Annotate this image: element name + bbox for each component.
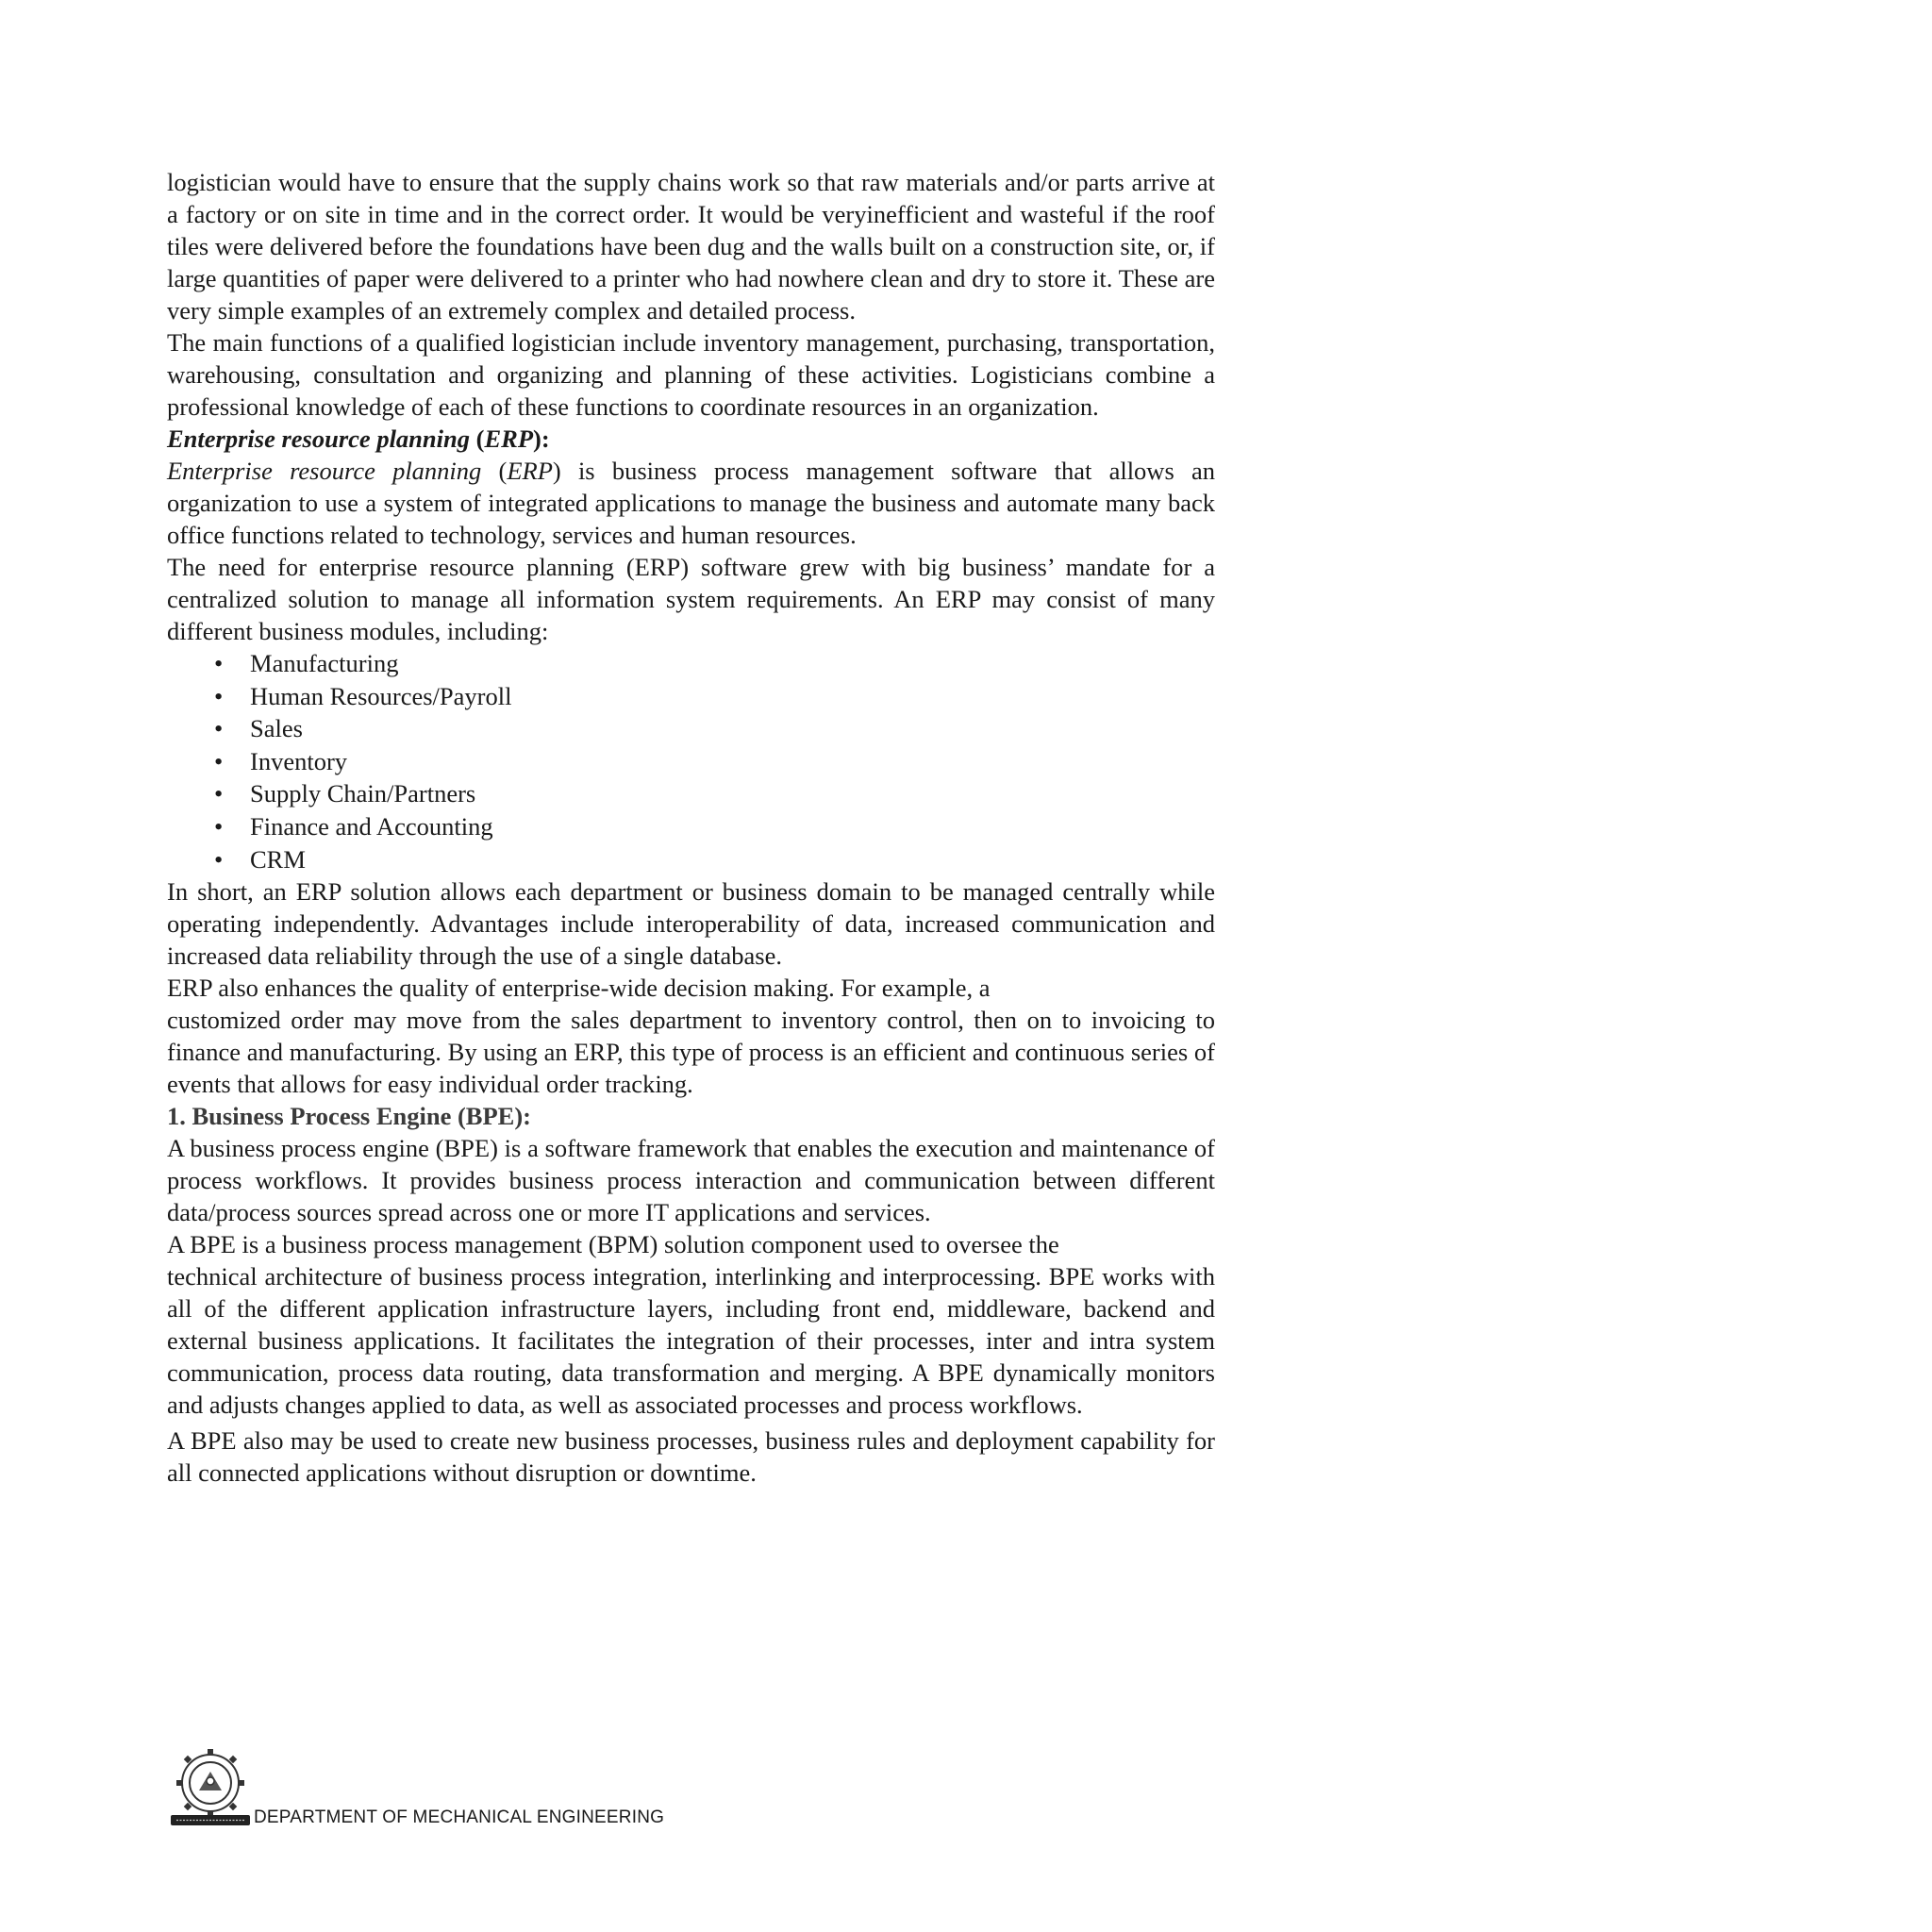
paragraph-erp-definition: [167, 455, 1215, 551]
list-item: [214, 843, 1215, 876]
erp-definition-text: ) is business process management software that allows an organization to use a system of integrated applications to manage the business and automate many back office functions related to technology, services and human resources.: [167, 457, 1215, 549]
paragraph-logistician-supply-chain: logistician would have to ensure that the supply chains work so that raw materials and/or parts arrive at a factory or on site in time and in the correct order. It would be veryinefficient and wasteful if the roof tiles were delivered before the foundations have been dug and the walls built on a construction site, or, if large quantities of paper were delivered to a printer who had nowhere clean and dry to store it. These are very simple examples of an extremely complex and detailed process.: [167, 168, 1215, 325]
bullet-icon: •: [214, 746, 224, 775]
erp-definition-term: Enterprise resource planning: [167, 457, 482, 485]
document-body: [167, 166, 1215, 1489]
list-item: [214, 680, 1215, 713]
paragraph-bpe-create: A BPE also may be used to create new business processes, business rules and deployment capability for all connected applications without disruption or downtime.: [167, 1426, 1215, 1488]
bullet-icon: •: [214, 649, 224, 677]
paragraph-bpe-definition: A business process engine (BPE) is a software framework that enables the execution and maintenance of process workflows. It provides business process interaction and communication between different data/process sources spread across one or more IT applications and services.: [167, 1134, 1215, 1227]
bullet-icon: •: [214, 714, 224, 743]
college-emblem-icon: [167, 1745, 254, 1832]
paragraph-erp-need: The need for enterprise resource planning (ERP) software grew with big business’ mandate for a centralized solution to manage all information system requirements. An ERP may consist of many different business modules, including:: [167, 553, 1215, 645]
list-item-label: Inventory: [250, 746, 348, 775]
paragraph-bpe-component-line1: A BPE is a business process management (BPM) solution component used to oversee the: [167, 1230, 1059, 1259]
erp-modules-list: [167, 647, 1215, 875]
bullet-icon: •: [214, 681, 224, 710]
list-item: [214, 712, 1215, 745]
list-item-label: CRM: [250, 844, 306, 874]
bpe-heading: 1. Business Process Engine (BPE):: [167, 1102, 531, 1131]
erp-heading-open: (: [470, 425, 485, 453]
paragraph-erp-decision-line1: ERP also enhances the quality of enterprise-wide decision making. For example, a: [167, 974, 991, 1003]
paragraph-logistician-functions: The main functions of a qualified logistician include inventory management, purchasing, transportation, warehousing, consultation and organizing and planning of these activities. Logisticians combine a professional knowledge of each of these functions to coordinate resources in an organization.: [167, 328, 1215, 421]
list-item: [214, 647, 1215, 680]
paragraph-erp-decision: customized order may move from the sales department to inventory control, then on to invoicing to finance and manufacturing. By using an ERP, this type of process is an efficient and continuous series of events that allows for easy individual order tracking.: [167, 1006, 1215, 1099]
erp-definition-open: (: [481, 457, 508, 485]
list-item-label: Supply Chain/Partners: [250, 779, 476, 808]
list-item-label: Sales: [250, 714, 303, 743]
paragraph-erp-summary: In short, an ERP solution allows each department or business domain to be managed centrally while operating independently. Advantages include interoperability of data, increased communication and increased data reliability through the use of a single database.: [167, 877, 1215, 971]
list-item: [214, 777, 1215, 810]
list-item-label: Human Resources/Payroll: [250, 681, 512, 710]
bullet-icon: •: [214, 779, 224, 808]
erp-definition-abbr: ERP: [507, 457, 553, 485]
list-item: [214, 745, 1215, 778]
paragraph-bpe-component: technical architecture of business process integration, interlinking and interprocessing. BPE works with all of the different application infrastructure layers, including front end, middleware, backend and external business applications. It facilitates the integration of their processes, inter and intra system communication, process data routing, data transformation and merging. A BPE dynamically monitors and adjusts changes applied to data, as well as associated processes and process workflows.: [167, 1262, 1215, 1420]
page-footer: [167, 1745, 827, 1832]
bullet-icon: •: [214, 844, 224, 874]
list-item-label: Manufacturing: [250, 649, 399, 677]
erp-heading-term: Enterprise resource planning: [167, 425, 471, 453]
department-name: DEPARTMENT OF MECHANICAL ENGINEERING: [254, 1807, 665, 1827]
bullet-icon: •: [214, 811, 224, 841]
list-item-label: Finance and Accounting: [250, 811, 493, 841]
erp-heading: [167, 423, 1215, 455]
list-item: [214, 810, 1215, 843]
erp-heading-abbr: ERP: [484, 425, 534, 453]
erp-heading-close: ):: [533, 425, 550, 453]
